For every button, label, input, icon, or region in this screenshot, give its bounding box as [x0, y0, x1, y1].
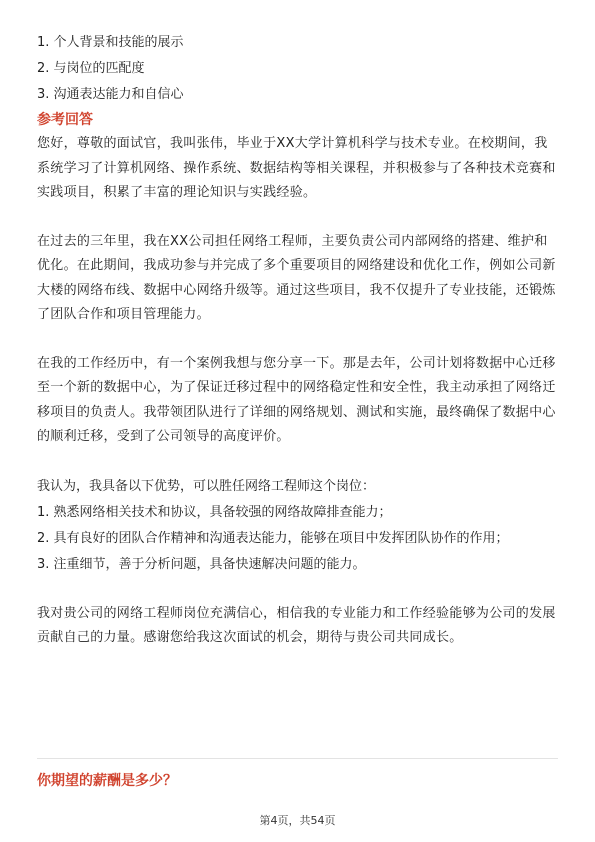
list-item: 1. 个人背景和技能的展示 [37, 35, 184, 50]
list-item: 1. 熟悉网络相关技术和协议，具备较强的网络故障排查能力； [37, 504, 392, 520]
next-question-section [37, 758, 558, 792]
intro-list [37, 30, 558, 108]
list-item: 2. 具有良好的团队合作精神和沟通表达能力，能够在项目中发挥团队协作的作用； [37, 530, 509, 546]
paragraph-gap [37, 328, 558, 352]
closing-paragraph: 我对贵公司的网络工程师岗位充满信心，相信我的专业能力和工作经验能够为公司的发展贡献自己的力量。感谢您给我这次面试的机会，期待与贵公司共同成长。 [37, 605, 556, 645]
list-item: 3. 注重细节，善于分析问题，具备快速解决问题的能力。 [37, 556, 366, 572]
next-question-heading: 你期望的薪酬是多少？ [37, 773, 177, 789]
paragraph-gap [37, 206, 558, 230]
advantages-intro: 我认为，我具备以下优势，可以胜任网络工程师这个岗位： [37, 478, 376, 494]
list-item: 3. 沟通表达能力和自信心 [37, 87, 184, 102]
page-content [37, 30, 558, 651]
answer-label: 参考回答 [37, 112, 93, 128]
paragraph-gap [37, 450, 558, 474]
list-item: 2. 与岗位的匹配度 [37, 61, 145, 76]
answer-paragraph: 在我的工作经历中，有一个案例我想与您分享一下。那是去年，公司计划将数据中心迁移至一个新的数据中心，为了保证迁移过程中的网络稳定性和安全性，我主动承担了网络迁移项目的负责人。我带领团队进行了详细的网络规划、测试和实施，最终确保了数据中心的顺利迁移，受到了公司领导的高度评价。 [37, 355, 556, 444]
paragraph-gap [37, 578, 558, 602]
advantages-list [37, 474, 558, 578]
answer-paragraph: 在过去的三年里，我在XX公司担任网络工程师，主要负责公司内部网络的搭建、维护和优化。在此期间，我成功参与并完成了多个重要项目的网络建设和优化工作，例如公司新大楼的网络布线、数据中心网络升级等。通过这些项目，我不仅提升了专业技能，还锻炼了团队合作和项目管理能力。 [37, 233, 556, 322]
page-number: 第4页，共54页 [259, 814, 336, 827]
answer-paragraph: 您好，尊敬的面试官，我叫张伟，毕业于XX大学计算机科学与技术专业。在校期间，我系统学习了计算机网络、操作系统、数据结构等相关课程，并积极参与了各种技术竞赛和实践项目，积累了丰富的理论知识与实践经验。 [37, 136, 556, 200]
